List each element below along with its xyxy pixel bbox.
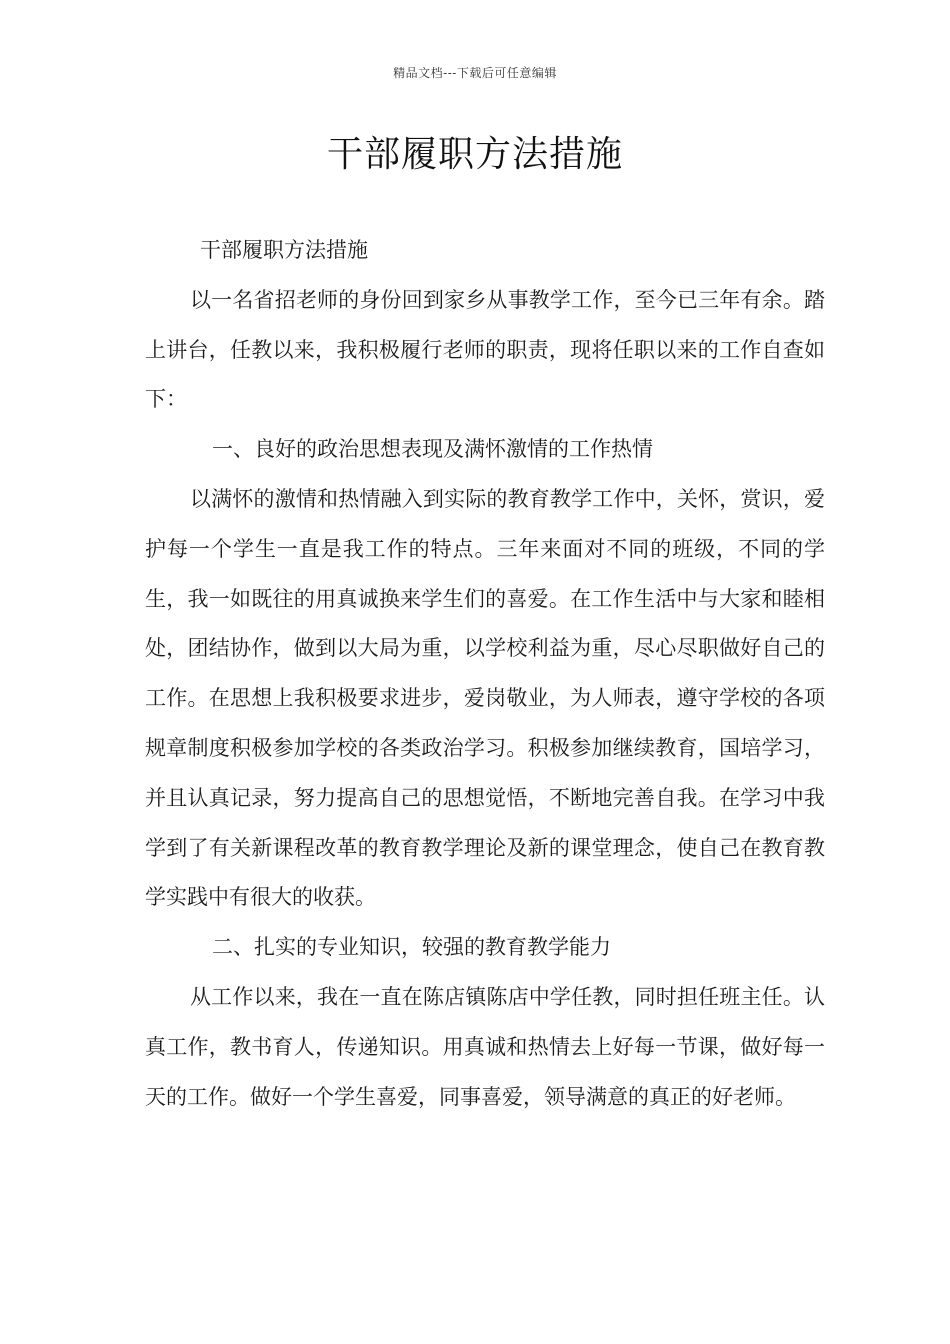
document-subtitle: 干部履职方法措施: [200, 238, 368, 262]
paragraph-intro: 以一名省招老师的身份回到家乡从事教学工作，至今已三年有余。踏上讲台，任教以来，我积极履行老师的职责，现将任职以来的工作自查如下：: [145, 287, 825, 412]
section-heading-2: 二、扎实的专业知识，较强的教育教学能力: [212, 935, 611, 960]
section-heading-1: 一、良好的政治思想表现及满怀激情的工作热情: [212, 437, 653, 462]
paragraph-section-2: 从工作以来，我在一直在陈店镇陈店中学任教，同时担任班主任。认真工作，教书育人，传递知识。用真诚和热情去上好每一节课，做好每一天的工作。做好一个学生喜爱，同事喜爱，领导满意的真正的好老师。: [145, 984, 825, 1109]
document-title: 干部履职方法措施: [326, 134, 623, 175]
document-body: [145, 226, 825, 1122]
paragraph-section-1: 以满怀的激情和热情融入到实际的教育教学工作中，关怀，赏识，爱护每一个学生一直是我工作的特点。三年来面对不同的班级，不同的学生，我一如既往的用真诚换来学生们的喜爱。在工作生活中与大家和睦相处，团结协作，做到以大局为重，以学校利益为重，尽心尽职做好自己的工作。在思想上我积极要求进步，爱岗敬业，为人师表，遵守学校的各项规章制度积极参加学校的各类政治学习。积极参加继续教育，国培学习，并且认真记录，努力提高自己的思想觉悟，不断地完善自我。在学习中我学到了有关新课程改革的教育教学理论及新的课堂理念，使自己在教育教学实践中有很大的收获。: [145, 486, 825, 910]
header-note: 精品文档---下载后可任意编辑: [393, 66, 557, 80]
